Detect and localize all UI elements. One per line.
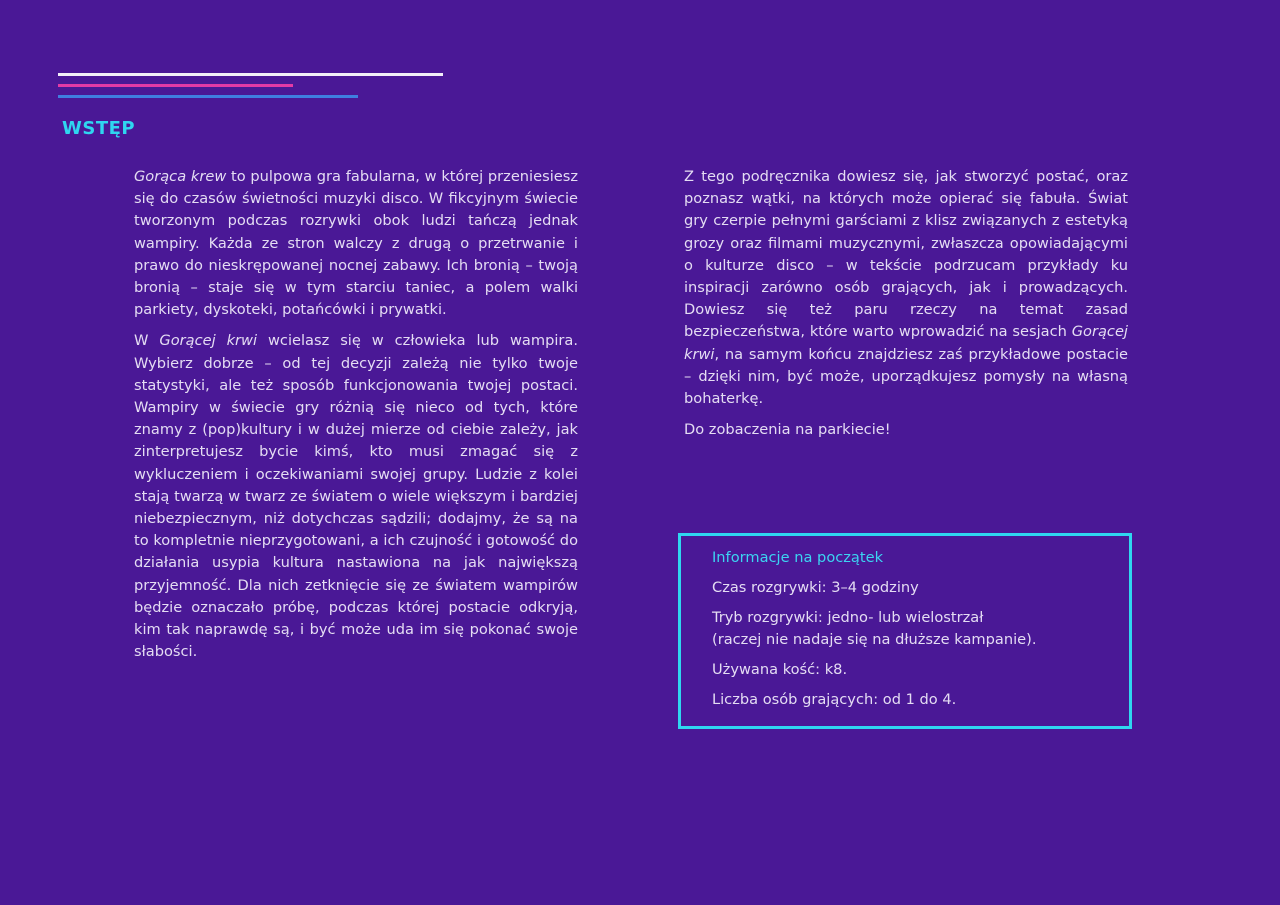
right-column bbox=[684, 166, 1128, 450]
decorative-line-blue bbox=[58, 95, 358, 98]
info-box bbox=[678, 533, 1132, 729]
closing-line: Do zobaczenia na parkiecie! bbox=[684, 421, 891, 439]
game-title-em: Gorąca krew bbox=[134, 168, 227, 185]
game-title-em: Gorącej krwi bbox=[159, 332, 258, 350]
intro-paragraph-3: Z tego podręcznika dowiesz się, jak stworzyć postać, oraz poznasz wątki, na których może opierać się fabuła. Świat gry czerpie pełnymi garściami z klisz związanych z estetyką grozy oraz filmami muzycznymi, zwłaszcza opowiadającymi o kulturze disco – w tekście podrzucam przykłady ku inspiracji zarówno osób grających, jak i prowadzących. Dowiesz się też paru rzeczy na temat zasad bezpieczeństwa, które warto wprowadzić na sesjach Gorącej krwi, na samym końcu znajdziesz zaś przykładowe postacie – dzięki nim, być może, uporządkujesz pomysły na własną bohaterkę. bbox=[684, 168, 1128, 408]
intro-paragraph-1: Gorąca krew to pulpowa gra fabularna, w której przeniesiesz się do czasów świetności muzyki disco. W fikcyjnym świecie tworzonym podczas rozrywki obok ludzi tańczą jednak wampiry. Każda ze stron walczy z drugą o przetrwanie i prawo do nieskrępowanej nocnej zabawy. Ich bronią – twoją bronią – staje się w tym starciu taniec, a polem walki parkiety, dyskoteki, potańcówki i prywatki. bbox=[134, 168, 578, 319]
section-title: WSTĘP bbox=[62, 118, 136, 139]
game-title-em: Gorącej krwi bbox=[684, 323, 1128, 363]
info-play-mode: Tryb rozgrywki: jedno- lub wielostrzał (raczej nie nadaje się na dłuższe kampanie). bbox=[712, 609, 1037, 648]
info-box-title: Informacje na początek bbox=[712, 549, 884, 566]
decorative-line-pink bbox=[58, 84, 293, 87]
intro-paragraph-2: W Gorącej krwi wcielasz się w człowieka lub wampira. Wybierz dobrze – od tej decyzji zależą nie tylko twoje statystyki, ale też sposób funkcjonowania twojej postaci. Wampiry w świecie gry różnią się nieco od tych, które znamy z (pop)kultury i w dużej mierze od ciebie zależy, jak zinterpretujesz bycie kimś, kto musi zmagać się z wykluczeniem i oczekiwaniami swojej grupy. Ludzie z kolei stają twarzą w twarz ze światem o wiele większym i bardziej niebezpiecznym, niż dotychczas sądzili; dodajmy, że są na to kompletnie nieprzygotowani, a ich czujność i gotowość do działania usypia kultura nastawiona na jak największą przyjemność. Dla nich zetknięcie się ze światem wampirów będzie oznaczało próbę, podczas której postacie odkryją, kim tak naprawdę są, i być może uda im się pokonać swoje słabości. bbox=[134, 332, 578, 661]
decorative-line-white bbox=[58, 73, 443, 76]
info-players: Liczba osób grających: od 1 do 4. bbox=[712, 691, 957, 708]
info-die: Używana kość: k8. bbox=[712, 661, 848, 678]
info-play-time: Czas rozgrywki: 3–4 godziny bbox=[712, 579, 919, 596]
left-column bbox=[134, 166, 578, 672]
